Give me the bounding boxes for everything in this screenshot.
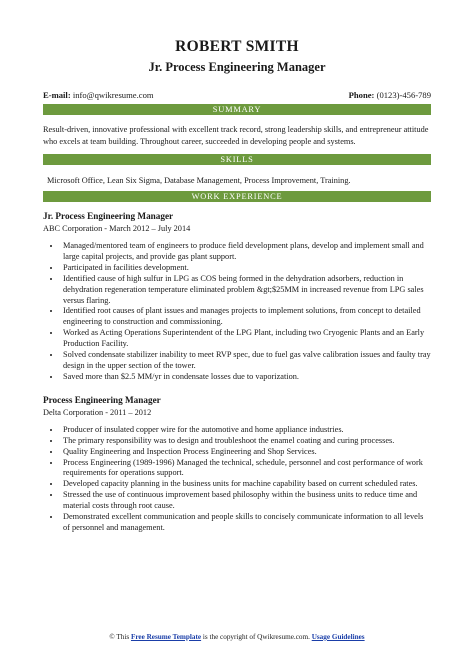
job-company-dates: Delta Corporation - 2011 – 2012 (43, 407, 152, 417)
list-item: • Producer of insulated copper wire for the automotive and home appliance industries. (61, 425, 431, 436)
job-title: Process Engineering Manager (43, 394, 161, 405)
free-resume-template-link[interactable]: Free Resume Template (130, 633, 202, 641)
footer (0, 633, 474, 642)
footer-middle: is the copyright of Qwikresume.com. (202, 633, 310, 641)
list-item: • Process Engineering (1989-1996) Managed the technical, schedule, personnel and cost performance of work requirements for operations support. (61, 458, 431, 480)
phone-block (349, 90, 431, 100)
copyright-icon: © (109, 633, 115, 641)
job-company-dates: ABC Corporation - March 2012 – July 2014 (43, 224, 191, 233)
usage-guidelines-link[interactable]: Usage Guidelines (311, 633, 365, 641)
job-bullets (43, 425, 431, 534)
email-block (43, 90, 154, 100)
list-item: • Worked as Acting Operations Superintendent of the LPG Plant, including two Cryogenic Plants and an Early Production Facility. (61, 328, 431, 350)
list-item: • The primary responsibility was to design and troubleshoot the enamel coating and curing processes. (61, 436, 431, 447)
work-experience-heading: WORK EXPERIENCE (43, 191, 431, 202)
skills-text: Microsoft Office, Lean Six Sigma, Database Management, Process Improvement, Training. (47, 176, 351, 185)
list-item: • Saved more than $2.5 MM/yr in condensate losses due to vaporization. (61, 372, 431, 383)
list-item: • Identified cause of high sulfur in LPG as COS being formed in the dehydration adsorbers, reduction in dehydration regeneration temperature eliminated problem &gt;$25MM in increased revenue from LPG sales versus flaring. (61, 274, 431, 307)
phone-value: (0123)-456-789 (376, 90, 431, 100)
footer-prefix: This (116, 633, 130, 641)
list-item: • Solved condensate stabilizer inability to meet RVP spec, due to fuel gas valve calibration issues and faulty tray design in the upper section of the tower. (61, 350, 431, 372)
list-item: • Developed capacity planning in the business units for machine capability based on current scheduled rates. (61, 479, 431, 490)
contact-row (43, 90, 431, 100)
candidate-name: ROBERT SMITH (175, 38, 299, 55)
list-item: • Demonstrated excellent communication and people skills to concisely communicate information to all levels of personnel and management. (61, 512, 431, 534)
list-item: • Identified root causes of plant issues and manages projects to implement solutions, from concept to detailed engineering to construction and commissioning. (61, 306, 431, 328)
email-value[interactable]: info@qwikresume.com (72, 90, 154, 100)
list-item: • Quality Engineering and Inspection Process Engineering and Shop Services. (61, 447, 431, 458)
phone-label: Phone: (348, 90, 375, 100)
job-bullets (43, 241, 431, 383)
summary-heading: SUMMARY (43, 104, 431, 115)
list-item: • Stressed the use of continuous improvement based philosophy within the business units to reduce time and material costs through root cause. (61, 490, 431, 512)
list-item: • Participated in facilities development. (61, 263, 431, 274)
job-title: Jr. Process Engineering Manager (43, 211, 174, 221)
candidate-title: Jr. Process Engineering Manager (148, 60, 326, 74)
job-entry-2 (43, 395, 431, 534)
job-entry-1 (43, 211, 431, 383)
summary-text: Result-driven, innovative professional with excellent track record, strong leadership skills, and entrepreneur attitude who excels at team building. Throughout career, succeeded in developing people and systems. (43, 125, 429, 146)
list-item: • Managed/mentored team of engineers to produce field development plans, develop and implement small and large capital projects, and provide gas plant support. (61, 241, 431, 263)
email-label: E-mail: (43, 90, 71, 100)
skills-heading: SKILLS (43, 154, 431, 165)
